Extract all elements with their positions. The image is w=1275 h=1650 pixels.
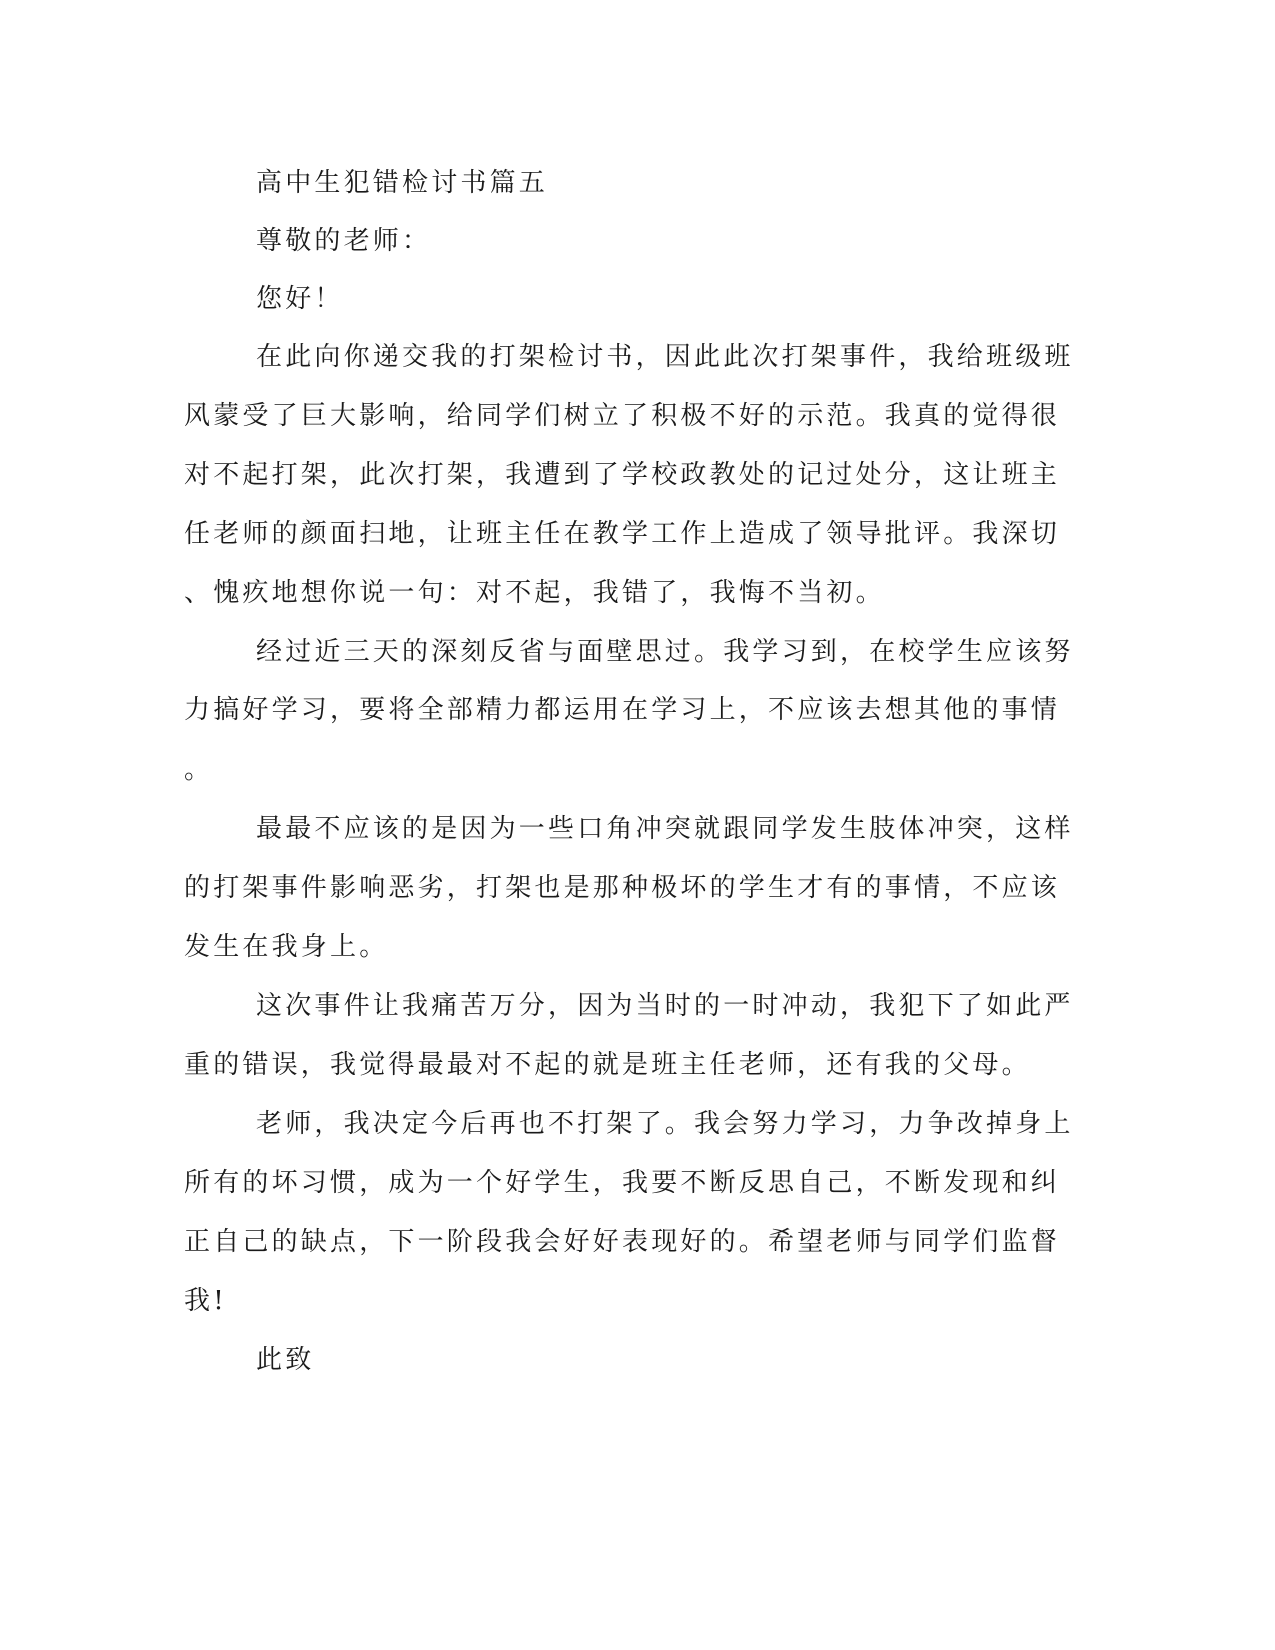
document-title: 高中生犯错检讨书篇五 [256, 168, 549, 198]
paragraph-1-line-4: 任老师的颜面扫地，让班主任在教学工作上造成了领导批评。我深切 [184, 519, 1061, 549]
paragraph-5-line-2: 所有的坏习惯，成为一个好学生，我要不断反思自己，不断发现和纠 [184, 1168, 1061, 1198]
paragraph-1-line-5: 、愧疚地想你说一句：对不起，我错了，我悔不当初。 [184, 578, 885, 608]
paragraph-1-line-3: 对不起打架，此次打架，我遭到了学校政教处的记过处分，这让班主 [184, 460, 1061, 490]
paragraph-5-line-1: 老师，我决定今后再也不打架了。我会努力学习，力争改掉身上 [256, 1109, 1074, 1139]
paragraph-3-line-3: 发生在我身上。 [184, 932, 389, 962]
paragraph-4-line-1: 这次事件让我痛苦万分，因为当时的一时冲动，我犯下了如此严 [256, 991, 1074, 1021]
paragraph-3-line-1: 最最不应该的是因为一些口角冲突就跟同学发生肢体冲突，这样 [256, 814, 1074, 844]
paragraph-2-line-2: 力搞好学习，要将全部精力都运用在学习上，不应该去想其他的事情 [184, 695, 1061, 725]
closing: 此致 [256, 1345, 315, 1375]
paragraph-5-line-4: 我! [184, 1286, 227, 1316]
paragraph-2-line-1: 经过近三天的深刻反省与面壁思过。我学习到，在校学生应该努 [256, 637, 1074, 667]
paragraph-5-line-3: 正自己的缺点，下一阶段我会好好表现好的。希望老师与同学们监督 [184, 1227, 1061, 1257]
paragraph-3-line-2: 的打架事件影响恶劣，打架也是那种极坏的学生才有的事情，不应该 [184, 873, 1061, 903]
greeting: 您好！ [256, 284, 344, 314]
paragraph-2-line-3: 。 [184, 755, 214, 785]
paragraph-1-line-1: 在此向你递交我的打架检讨书，因此此次打架事件，我给班级班 [256, 342, 1074, 372]
salutation: 尊敬的老师： [256, 226, 432, 256]
paragraph-1-line-2: 风蒙受了巨大影响，给同学们树立了积极不好的示范。我真的觉得很 [184, 401, 1061, 431]
paragraph-4-line-2: 重的错误，我觉得最最对不起的就是班主任老师，还有我的父母。 [184, 1050, 1031, 1080]
